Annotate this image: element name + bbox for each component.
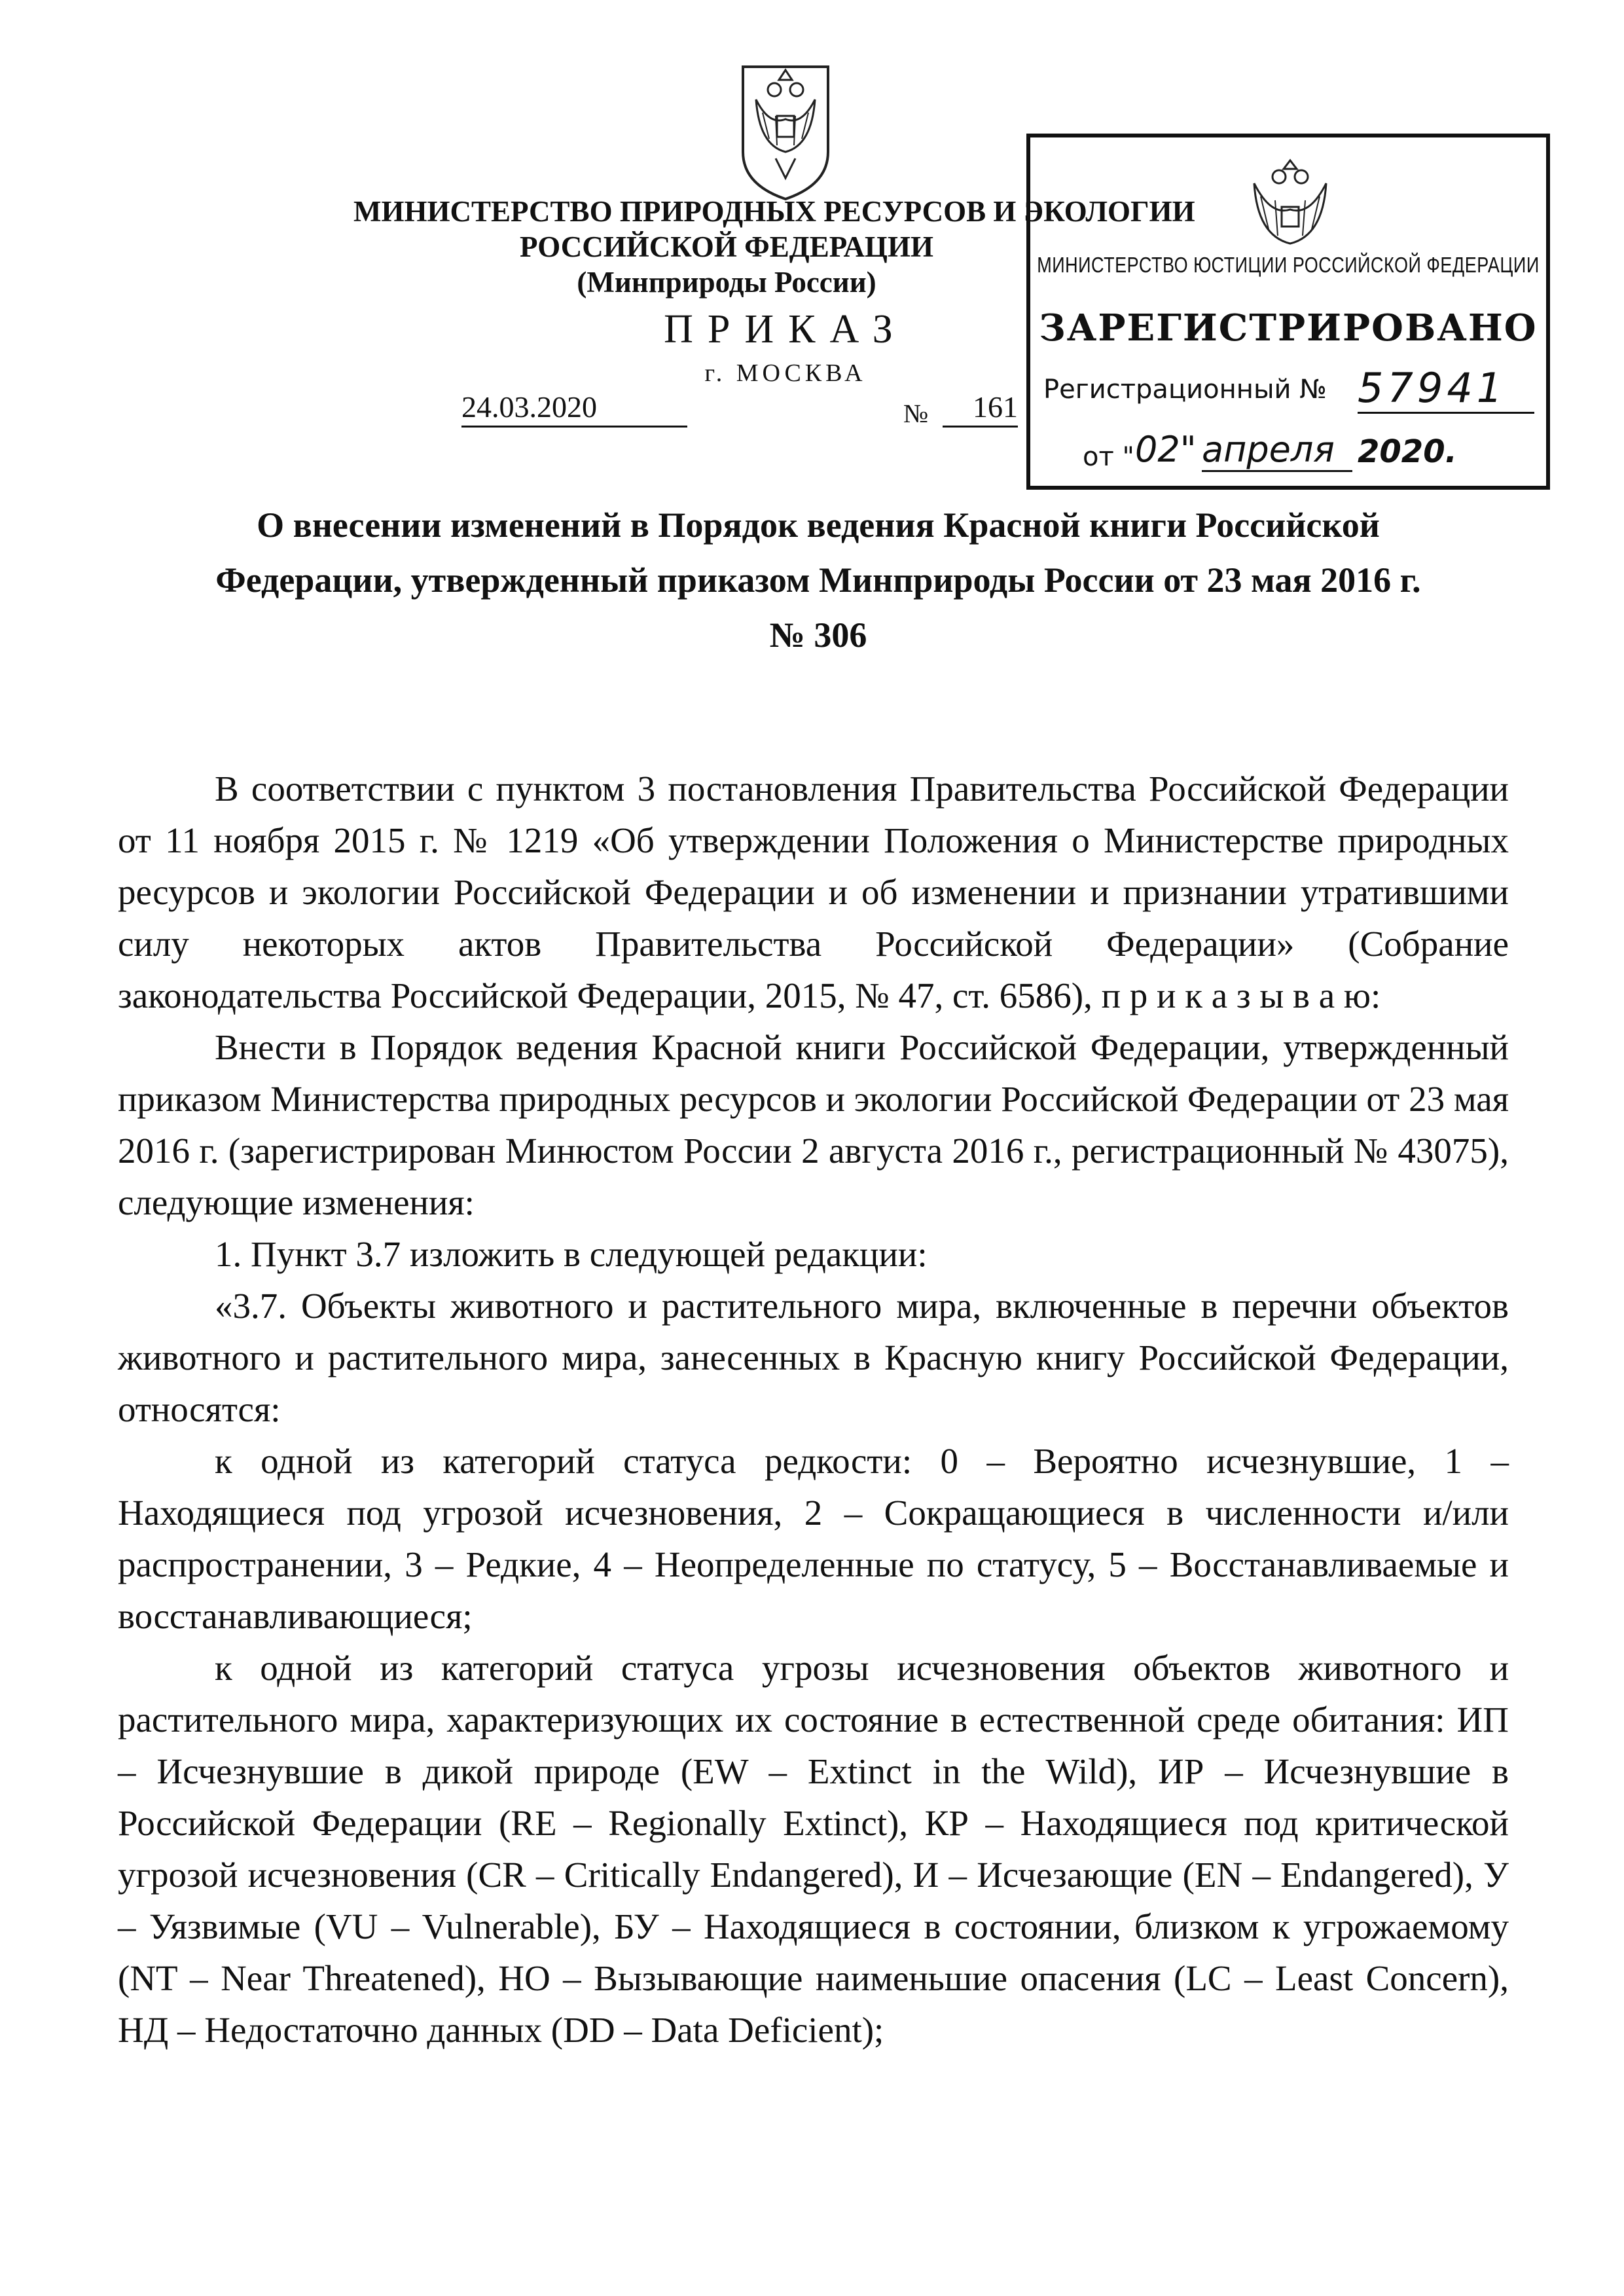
ministry-short-name: (Минприроды России) xyxy=(577,266,876,299)
document-title xyxy=(137,498,1499,663)
title-line-2: Федерации, утвержденный приказом Минприроды России от 23 мая 2016 г. xyxy=(215,560,1421,600)
paragraph-amendment: Внести в Порядок ведения Красной книги Российской Федерации, утвержденный приказом Министерства природных ресурсов и экологии Российской Федерации от 23 мая 2016 г. (зарегистрирован Минюстом России 2 августа 2016 г., регистрационный № 43075), следующие изменения: xyxy=(118,1027,1509,1222)
stamp-month: апреля xyxy=(1202,429,1352,472)
order-number-label: № xyxy=(903,399,929,428)
order-number: 161 xyxy=(943,390,1018,428)
document-body xyxy=(118,763,1509,2056)
ministry-name xyxy=(353,194,1195,300)
stamp-year: 2020. xyxy=(1358,433,1457,470)
city: г. МОСКВА xyxy=(704,359,867,387)
registration-stamp xyxy=(1026,134,1550,490)
stamp-emblem xyxy=(1241,157,1339,255)
paragraph-preamble: В соответствии с пунктом 3 постановления Правительства Российской Федерации от 11 ноября 2015 г. № 1219 «Об утверждении Положения о Министерстве природных ресурсов и экологии Российской Федерации и об изменении и признании утратившими силу некоторых актов Правительства Российской Федерации» (Собрание законодательства Российской Федерации, 2015, № 47, ст. 6586), п р и к а з ы в а ю: xyxy=(118,769,1509,1015)
paragraph-3-7: «3.7. Объекты животного и растительного мира, включенные в перечни объектов животного и растительного мира, занесенных в Красную книгу Российской Федерации, относятся: xyxy=(118,1286,1509,1429)
stamp-reg-label: Регистрационный № xyxy=(1043,374,1327,405)
stamp-status: ЗАРЕГИСТРИРОВАНО xyxy=(1039,306,1538,350)
stamp-ministry: МИНИСТЕРСТВО ЮСТИЦИИ РОССИЙСКОЙ ФЕДЕРАЦИИ xyxy=(1037,253,1540,278)
title-line-3: № 306 xyxy=(769,615,867,655)
stamp-reg-number: 57941 xyxy=(1358,364,1534,414)
ministry-line-1: МИНИСТЕРСТВО ПРИРОДНЫХ РЕСУРСОВ И ЭКОЛОГИИ xyxy=(353,195,1195,228)
paragraph-item-1: 1. Пункт 3.7 изложить в следующей редакции: xyxy=(215,1234,928,1274)
stamp-from-label: от " xyxy=(1083,442,1134,472)
ministry-line-2: РОССИЙСКОЙ ФЕДЕРАЦИИ xyxy=(520,230,933,263)
paragraph-threat-categories: к одной из категорий статуса угрозы исчезновения объектов животного и растительного мира, характеризующих их состояние в естественной среде обитания: ИП – Исчезнувшие в дикой природе (EW – Extinct in the Wild), ИР – Исчезнувшие в Российской Федерации (RE – Regionally Extinct), КР – Находящиеся под критической угрозой исчезновения (CR – Critically Endangered), И – Исчезающие (EN – Endangered), У – Уязвимые (VU – Vulnerable), БУ – Находящиеся в состоянии, близком к угрожаемому (NT – Near Threatened), НО – Вызывающие наименьшие опасения (LC – Least Concern), НД – Недостаточно данных (DD – Data Deficient); xyxy=(118,1648,1509,2050)
paragraph-rarity-categories: к одной из категорий статуса редкости: 0 – Вероятно исчезнувшие, 1 – Находящиеся под угрозой исчезновения, 2 – Сокращающиеся в численности и/или распространении, 3 – Редкие, 4 – Неопределенные по статусу, 5 – Восстанавливаемые и восстанавливающиеся; xyxy=(118,1441,1509,1636)
title-line-1: О внесении изменений в Порядок ведения Красной книги Российской xyxy=(257,505,1380,545)
document-type: ПРИКАЗ xyxy=(664,307,907,352)
coat-of-arms-emblem xyxy=(730,54,841,204)
order-date: 24.03.2020 xyxy=(461,390,687,428)
stamp-day: 02" xyxy=(1135,429,1197,470)
